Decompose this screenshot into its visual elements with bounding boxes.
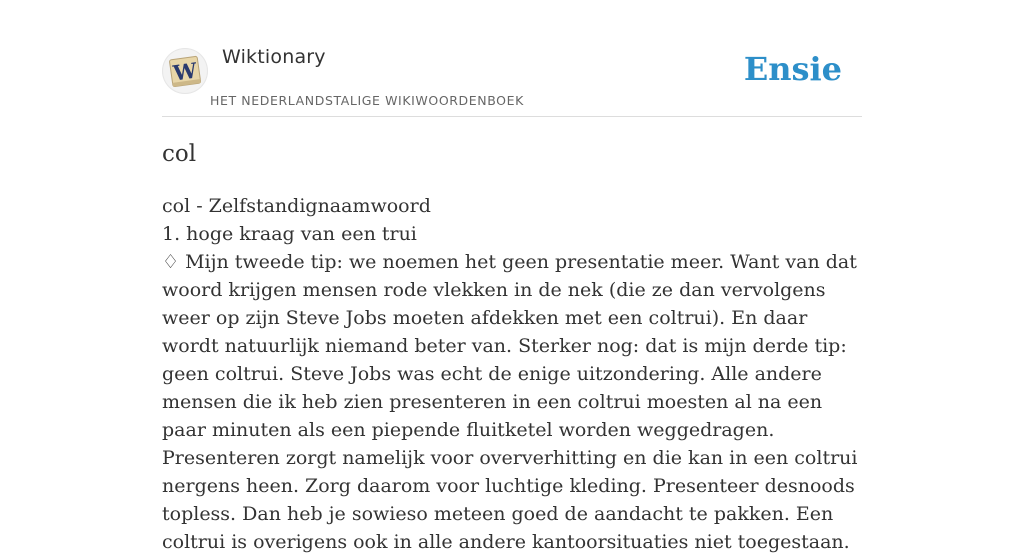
wiktionary-logo[interactable]: [162, 48, 208, 94]
main-content: [162, 137, 862, 556]
definition-block: [162, 192, 862, 556]
part-of-speech: col - Zelfstandignaamwoord: [162, 195, 431, 217]
ensie-brand-link[interactable]: Ensie: [743, 50, 842, 88]
source-subtitle: HET NEDERLANDSTALIGE WIKIWOORDENBOEK: [210, 93, 524, 108]
header: [162, 0, 862, 117]
word-title: col: [162, 141, 197, 167]
example-text: ♢ Mijn tweede tip: we noemen het geen presentatie meer. Want van dat woord krijgen mensen rode vlekken in de nek (die ze dan vervolgens weer op zijn Steve Jobs moeten afdekken met een coltrui). En daar wordt natuurlijk niemand beter van. Sterker nog: dat is mijn derde tip: geen coltrui. Steve Jobs was echt de enige uitzondering. Alle andere mensen die ik heb zien presenteren in een coltrui moesten al na een paar minuten als een piepende fluitketel worden weggedragen. Presenteren zorgt namelijk voor oververhitting en die kan in een coltrui nergens heen. Zorg daarom voor luchtige kleding. Presenteer desnoods topless. Dan heb je sowieso meteen goed de aandacht te pakken. Een coltrui is overigens ook in alle andere kantoorsituaties niet toegestaan.: [162, 251, 858, 553]
sense-text: 1. hoge kraag van een trui: [162, 223, 417, 245]
source-name[interactable]: Wiktionary: [222, 46, 326, 68]
wiktionary-w-icon: [162, 48, 208, 94]
svg-text:W: W: [171, 57, 199, 86]
